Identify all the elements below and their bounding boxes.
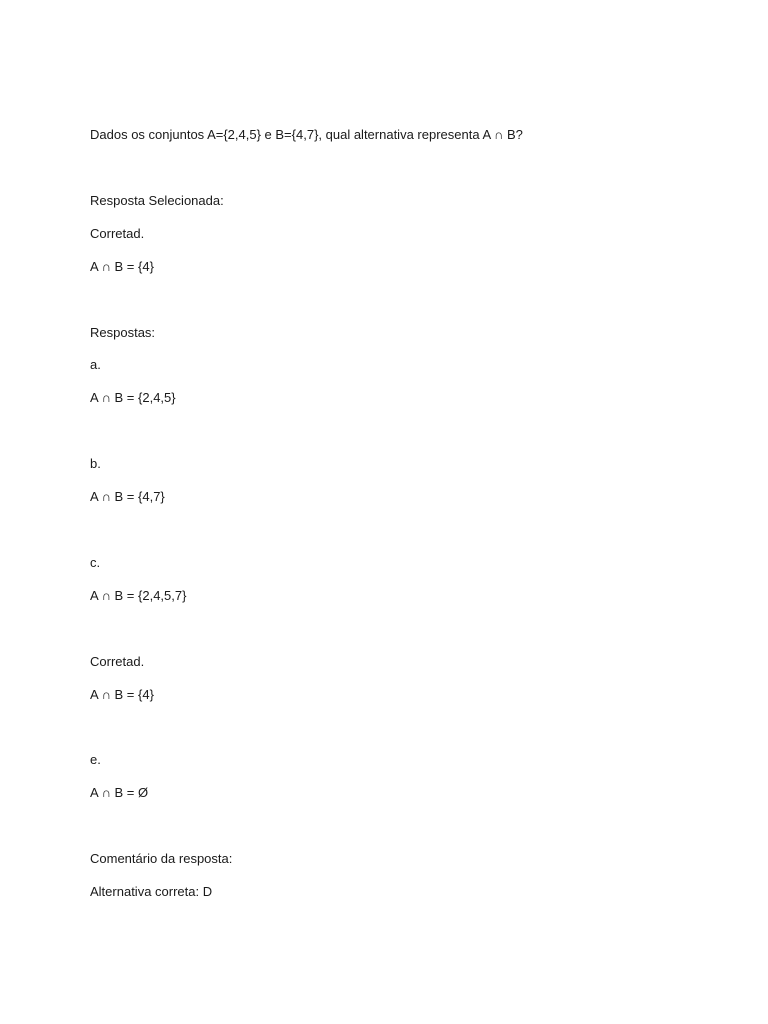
option-d-label: Corretad. [90, 654, 145, 669]
option-e-text: A ∩ B = Ø [90, 785, 149, 800]
option-a-label: a. [90, 357, 101, 372]
option-c-label: c. [90, 555, 101, 570]
option-c-text: A ∩ B = {2,4,5,7} [90, 588, 187, 603]
selected-answer-text: A ∩ B = {4} [90, 259, 154, 274]
option-b-label: b. [90, 456, 101, 471]
option-d-text: A ∩ B = {4} [90, 687, 154, 702]
comment-text: Alternativa correta: D [90, 884, 213, 899]
option-e-label: e. [90, 752, 101, 767]
option-a-text: A ∩ B = {2,4,5} [90, 390, 176, 405]
option-b-text: A ∩ B = {4,7} [90, 489, 165, 504]
answers-heading: Respostas: [90, 325, 156, 340]
selected-answer-heading: Resposta Selecionada: [90, 193, 224, 208]
comment-heading: Comentário da resposta: [90, 851, 233, 866]
question-text: Dados os conjuntos A={2,4,5} e B={4,7}, qual alternativa representa A ∩ B? [90, 127, 523, 142]
selected-answer-status: Corretad. [90, 226, 145, 241]
